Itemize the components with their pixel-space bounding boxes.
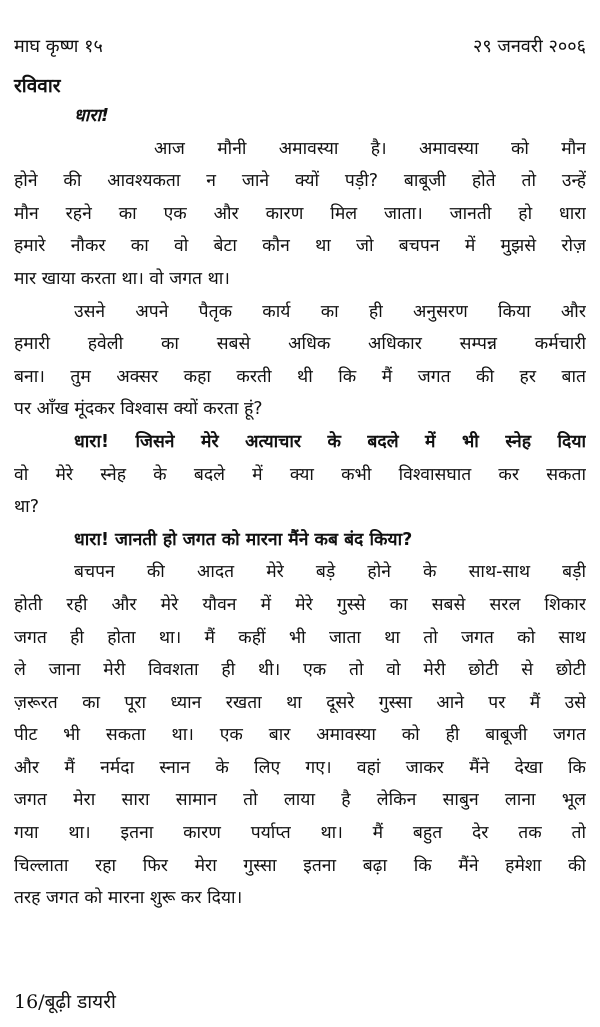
text-line: ज़रूरत का पूरा ध्यान रखता था दूसरे गुस्सा आने पर मैं उसे [14,692,586,713]
text-line: ले जाना मेरी विवशता ही थी। एक तो वो मेरी छोटी से छोटी [14,660,586,681]
text-line: आज मौनी अमावस्या है। अमावस्या को मौन [154,138,586,159]
text-line: बना। तुम अक्सर कहा करती थी कि मैं जगत की हर बात [14,366,586,387]
text-line: हमारी हवेली का सबसे अधिक अधिकार सम्पन्न कर्मचारी [14,334,586,355]
text-line: धारा! जानती हो जगत को मारना मैंने कब बंद किया? [74,529,413,550]
gregorian-date: २९ जनवरी २००६ [473,36,586,57]
text-line: हमारे नौकर का वो बेटा कौन था जो बचपन में मुझसे रोज़ [14,236,586,257]
text-line: वो मेरे स्नेह के बदले में क्या कभी विश्वासघात कर सकता [14,464,586,485]
text-line: मार खाया करता था। वो जगत था। [14,268,230,289]
weekday: रविवार [14,75,61,97]
text-line: होने की आवश्यकता न जाने क्यों पड़ी? बाबूजी होते तो उन्हें [14,171,586,192]
text-line: पर आँख मूंदकर विश्वास क्यों करता हूं? [14,399,263,420]
text-line: पीट भी सकता था। एक बार अमावस्या को ही बाबूजी जगत [14,725,586,746]
diary-entry-body [14,100,586,915]
salutation: धारा! [74,106,109,126]
text-line: तरह जगत को मारना शुरू कर दिया। [14,888,243,909]
text-line: था? [14,497,40,518]
text-line: उसने अपने पैतृक कार्य का ही अनुसरण किया और [74,301,586,322]
hindu-calendar-date: माघ कृष्ण १५ [14,36,103,57]
date-header [14,34,586,66]
text-line: गया था। इतना कारण पर्याप्त था। मैं बहुत देर तक तो [14,823,586,844]
text-line: जगत ही होता था। मैं कहीं भी जाता था तो जगत को साथ [14,627,586,648]
text-line: मौन रहने का एक और कारण मिल जाता। जानती हो धारा [14,203,586,224]
text-line: बचपन की आदत मेरे बड़े होने के साथ-साथ बड़ी [74,562,586,583]
text-line: चिल्लाता रहा फिर मेरा गुस्सा इतना बढ़ा कि मैंने हमेशा की [14,855,586,876]
page-footer: 16/बूढ़ी डायरी [14,991,116,1013]
text-line: और मैं नर्मदा स्नान के लिए गए। वहां जाकर मैंने देखा कि [14,757,586,778]
text-line: धारा! जिसने मेरे अत्याचार के बदले में भी स्नेह दिया [74,431,586,452]
text-line: होती रही और मेरे यौवन में मेरे गुस्से का सबसे सरल शिकार [14,594,586,615]
text-line: जगत मेरा सारा सामान तो लाया है लेकिन साबुन लाना भूल [14,790,586,811]
